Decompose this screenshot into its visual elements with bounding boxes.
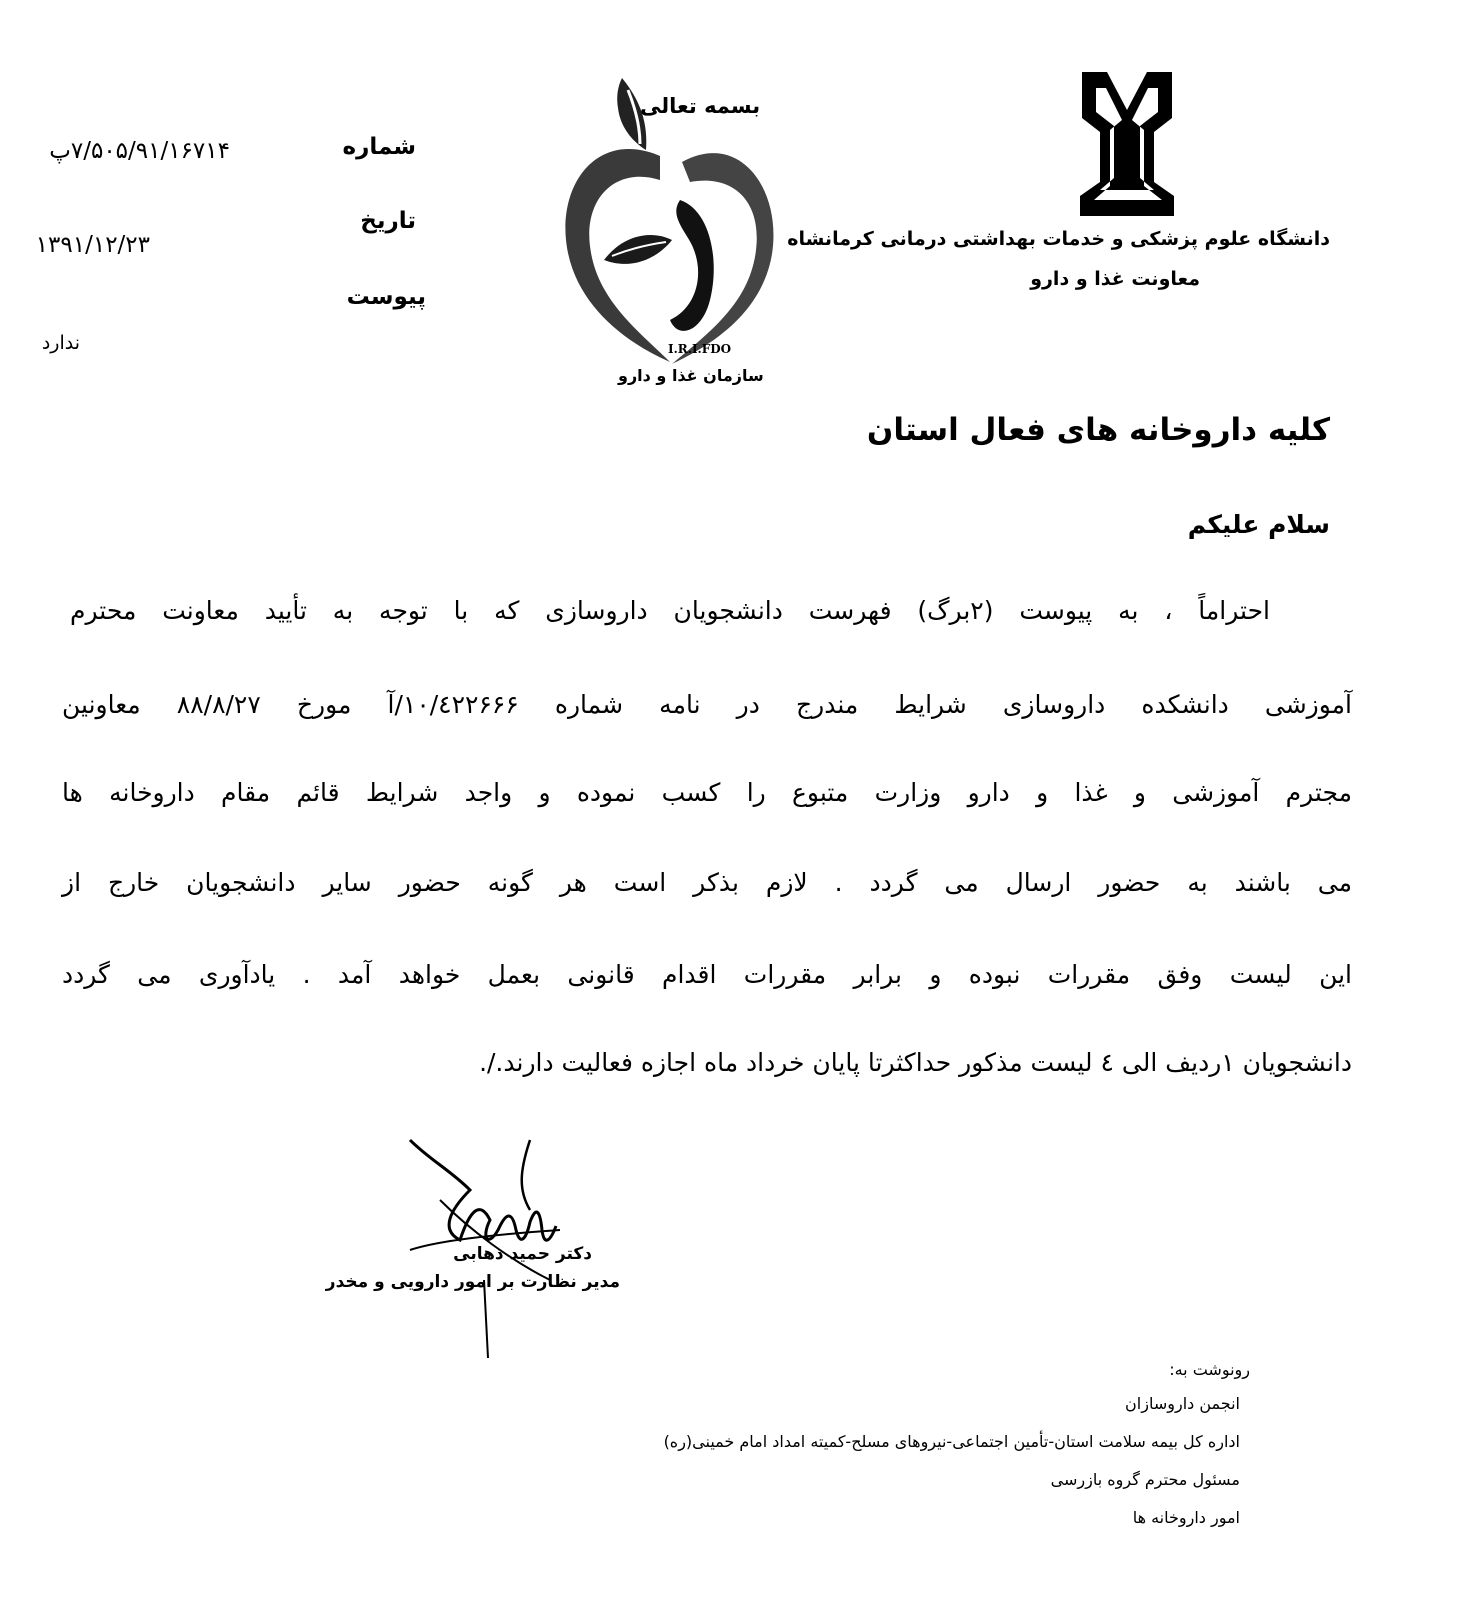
number-value: ۷/۵۰۵/۹۱/۱۶۷۱۴پ <box>49 138 230 164</box>
cc-heading: رونوشت به: <box>1169 1360 1250 1379</box>
letter-greeting: سلام علیکم <box>1187 510 1330 539</box>
fda-logo <box>560 70 790 410</box>
cc-recipient: انجمن داروسازان <box>1125 1394 1240 1413</box>
university-emblem-icon <box>1062 60 1192 220</box>
attachment-value: ندارد <box>41 332 80 354</box>
signatory-name: دکتر حمید ذهابی <box>453 1244 592 1264</box>
number-label: شماره <box>342 134 416 160</box>
date-value: ۱۳۹۱/۱۲/۲۳ <box>35 232 150 258</box>
fda-logo-top-text: بسمه تعالی <box>640 94 761 118</box>
letter-addressee: کلیه داروخانه های فعال استان <box>866 412 1330 448</box>
cc-recipient: اداره کل بیمه سلامت استان-تأمین اجتماعی-نیروهای مسلح-کمیته امداد امام خمینی(ره) <box>663 1432 1240 1451</box>
body-line-1: احتراماً ، به پیوست (۲برگ) فهرست دانشجویان داروسازی که با توجه به تأیید معاونت محترم <box>70 596 1270 625</box>
body-line-6: دانشجویان ۱ردیف الی ٤ لیست مذکور حداکثرتا پایان خرداد ماه اجازه فعالیت دارند./. <box>479 1048 1352 1077</box>
fda-heart-emblem-icon <box>560 70 790 410</box>
cc-recipient: مسئول محترم گروه بازرسی <box>1050 1470 1240 1489</box>
date-label: تاریخ <box>360 208 416 234</box>
body-line-4: می باشند به حضور ارسال می گردد . لازم بذکر است هر گونه حضور سایر دانشجویان خارج از <box>62 868 1352 897</box>
fda-logo-latin-text: I.R.I.FDO <box>668 342 732 356</box>
fda-logo-bottom-text: سازمان غذا و دارو <box>618 366 764 385</box>
cc-recipient: امور داروخانه ها <box>1132 1508 1240 1527</box>
signatory-title: مدیر نظارت بر امور دارویی و مخدر <box>325 1272 620 1292</box>
university-department: معاونت غذا و دارو <box>1030 268 1200 290</box>
university-name: دانشگاه علوم پزشکی و خدمات بهداشتی درمانی کرمانشاه <box>787 228 1330 250</box>
body-line-2: آموزشی دانشکده داروسازی شرایط مندرج در نامه شماره ۱۰/٤۲۲۶۶۶/آ مورخ ۸۸/۸/۲۷ معاونین <box>62 690 1353 719</box>
body-line-3: مجترم آموزشی و غذا و دارو وزارت متبوع را کسب نموده و واجد شرایط قائم مقام داروخانه ها <box>62 778 1352 807</box>
attachment-label: پیوست <box>346 284 426 310</box>
body-line-5: این لیست وفق مقررات نبوده و برابر مقررات اقدام قانونی بعمل خواهد آمد . یادآوری می گردد <box>62 960 1352 989</box>
